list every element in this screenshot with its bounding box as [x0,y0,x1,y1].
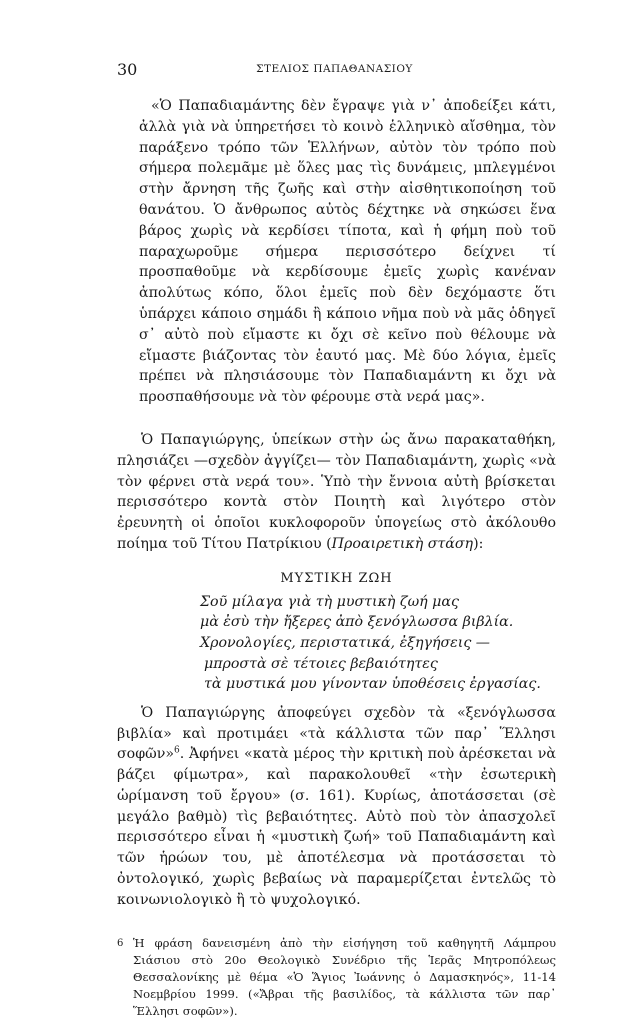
intro-end: ): [473,535,484,552]
footnote [117,935,556,1020]
running-head: ΣΤΕΛΙΟΣ ΠΑΠΑΘΑΝΑΣΙΟΥ [256,63,413,75]
page-body [117,96,556,1020]
intro-text: Ὁ Παπαγιώργης, ὑπείκων στὴν ὡς ἄνω παρακαταθήκη, πλησιάζει —σχεδὸν ἀγγίζει— τὸν Παπαδιαμάντη, χωρὶς «νὰ τὸν φέρνει στὰ νερά του». Ὑπὸ τὴν ἔννοια αὐτὴ βρίσκεται περισσότερο κοντὰ στὸν Ποιητὴ καὶ λιγότερο στὸν ἐρευνητὴ οἱ ὁποῖοι κυκλοφοροῦν ὑπογείως στὸ ἀκόλουθο ποίημα τοῦ Τίτου Πατρίκιου ( [117,431,556,552]
page-number: 30 [117,60,138,79]
quote-paragraph: «Ὁ Παπαδιαμάντης δὲν ἔγραψε γιὰ ν᾿ ἀποδείξει κάτι, ἀλλὰ γιὰ νὰ ὑπηρετήσει τὸ κοινὸ ἑλληνικὸ αἴσθημα, τὸν παράξενο τρόπο τῶν Ἑλλήνων, αὐτὸν τὸν τρόπο ποὺ σήμερα πολεμᾶμε μὲ ὅλες μας τὶς δυνάμεις, μπλεγμένοι στὴν ἄρνηση τῆς ζωῆς καὶ στὴν αἰσθητικοποίηση τοῦ θανάτου. Ὁ ἄνθρωπος αὐτὸς δέχτηκε νὰ σηκώσει ἕνα βάρος χωρὶς νὰ κερδίσει τίποτα, καὶ ἡ φήμη ποὺ τοῦ παραχωροῦμε σήμερα περισσότερο δείχνει τί προσπαθοῦμε νὰ κερδίσουμε ἐμεῖς χωρὶς κανέναν ἀπολύτως κόπο, ὅλοι ἐμεῖς ποὺ δὲν δεχόμαστε ὅτι ὑπάρχει κάποιο σημάδι ἢ κάποιο νῆμα ποὺ νὰ μᾶς ὁδηγεῖ σ᾿ αὐτὸ ποὺ εἴμαστε κι ὄχι σὲ κεῖνο ποὺ θέλουμε νὰ εἴμαστε βιάζοντας τὸν ἑαυτό μας. Μὲ δύο λόγια, ἐμεῖς πρέπει νὰ πλησιάσουμε τὸν Παπαδιαμάντη κι ὄχι νὰ προσπαθήσουμε νὰ τὸν φέρουμε στὰ νερά μας». [139,98,556,406]
closing-text-before: Ὁ Παπαγιώργης ἀποφεύγει σχεδὸν τὰ «ξενόγλωσσα βιβλία» καὶ προτιμάει «τὰ κάλλιστα τῶν παρ᾿ Ἕλλησι σοφῶν» [117,704,556,763]
poem-source-title: Προαιρετικὴ στάση [331,535,474,552]
footnote-ref[interactable]: 6 [174,745,180,756]
poem-line: μπροστὰ σὲ τέτοιες βεβαιότητες [204,655,438,672]
footnote-text: Ἡ φράση δανεισμένη ἀπὸ τὴν εἰσήγηση τοῦ καθηγητῆ Λάμπρου Σιάσιου στὸ 20ο Θεολογικὸ Συνέδριο τῆς Ἱερᾶς Μητροπόλεως Θεσσαλονίκης μὲ θέμα «Ὁ Ἅγιος Ἰωάννης ὁ Δαμασκηνός», 11-14 Νοεμβρίου 1999. («Ἄβραι τῆς βασιλίδος, τὰ κάλλιστα τῶν παρ᾿ Ἕλλησι σοφῶν»). [133,935,556,1018]
poem [117,592,556,695]
block-quote [117,96,556,408]
closing-text-after: . Ἀφήνει «κατὰ μέρος τὴν κριτικὴ ποὺ ἀρέσκεται νὰ βάζει φίμωτρα», καὶ παρακολουθεῖ «τὴν ἐσωτερικὴ ὡρίμανση τοῦ ἔργου» (σ. 161). Κυρίως, ἀποτάσσεται (σὲ μεγάλο βαθμὸ) τὶς βεβαιότητες. Αὐτὸ ποὺ τὸν ἀπασχολεῖ περισσότερο εἶναι ἡ «μυστικὴ ζωή» τοῦ Παπαδιαμάντη καὶ τῶν ἡρώων του, μὲ ἀποτέλεσμα νὰ προτάσσεται τὸ ὀντολογικό, χωρὶς βεβαίως νὰ παραμερίζεται ἐντελῶς τὸ κοινωνιολογικὸ ἢ τὸ ψυχολογικό. [117,746,556,908]
poem-line: μὰ ἐσὺ τὴν ἤξερες ἀπὸ ξενόγλωσσα βιβλία. [200,614,514,631]
closing-paragraph [117,703,556,911]
poem-line: Σοῦ μίλαγα γιὰ τὴ μυστικὴ ζωή μας [200,593,459,610]
footnote-number: 6 [117,937,124,949]
page-header [117,60,552,80]
poem-line: τὰ μυστικά μου γίνονταν ὑποθέσεις ἐργασίας. [204,676,541,693]
intro-paragraph [117,430,556,555]
poem-line: Χρονολογίες, περιστατικά, ἐξηγήσεις — [200,634,490,651]
poem-title: ΜΥΣΤΙΚΗ ΖΩΗ [280,570,393,586]
